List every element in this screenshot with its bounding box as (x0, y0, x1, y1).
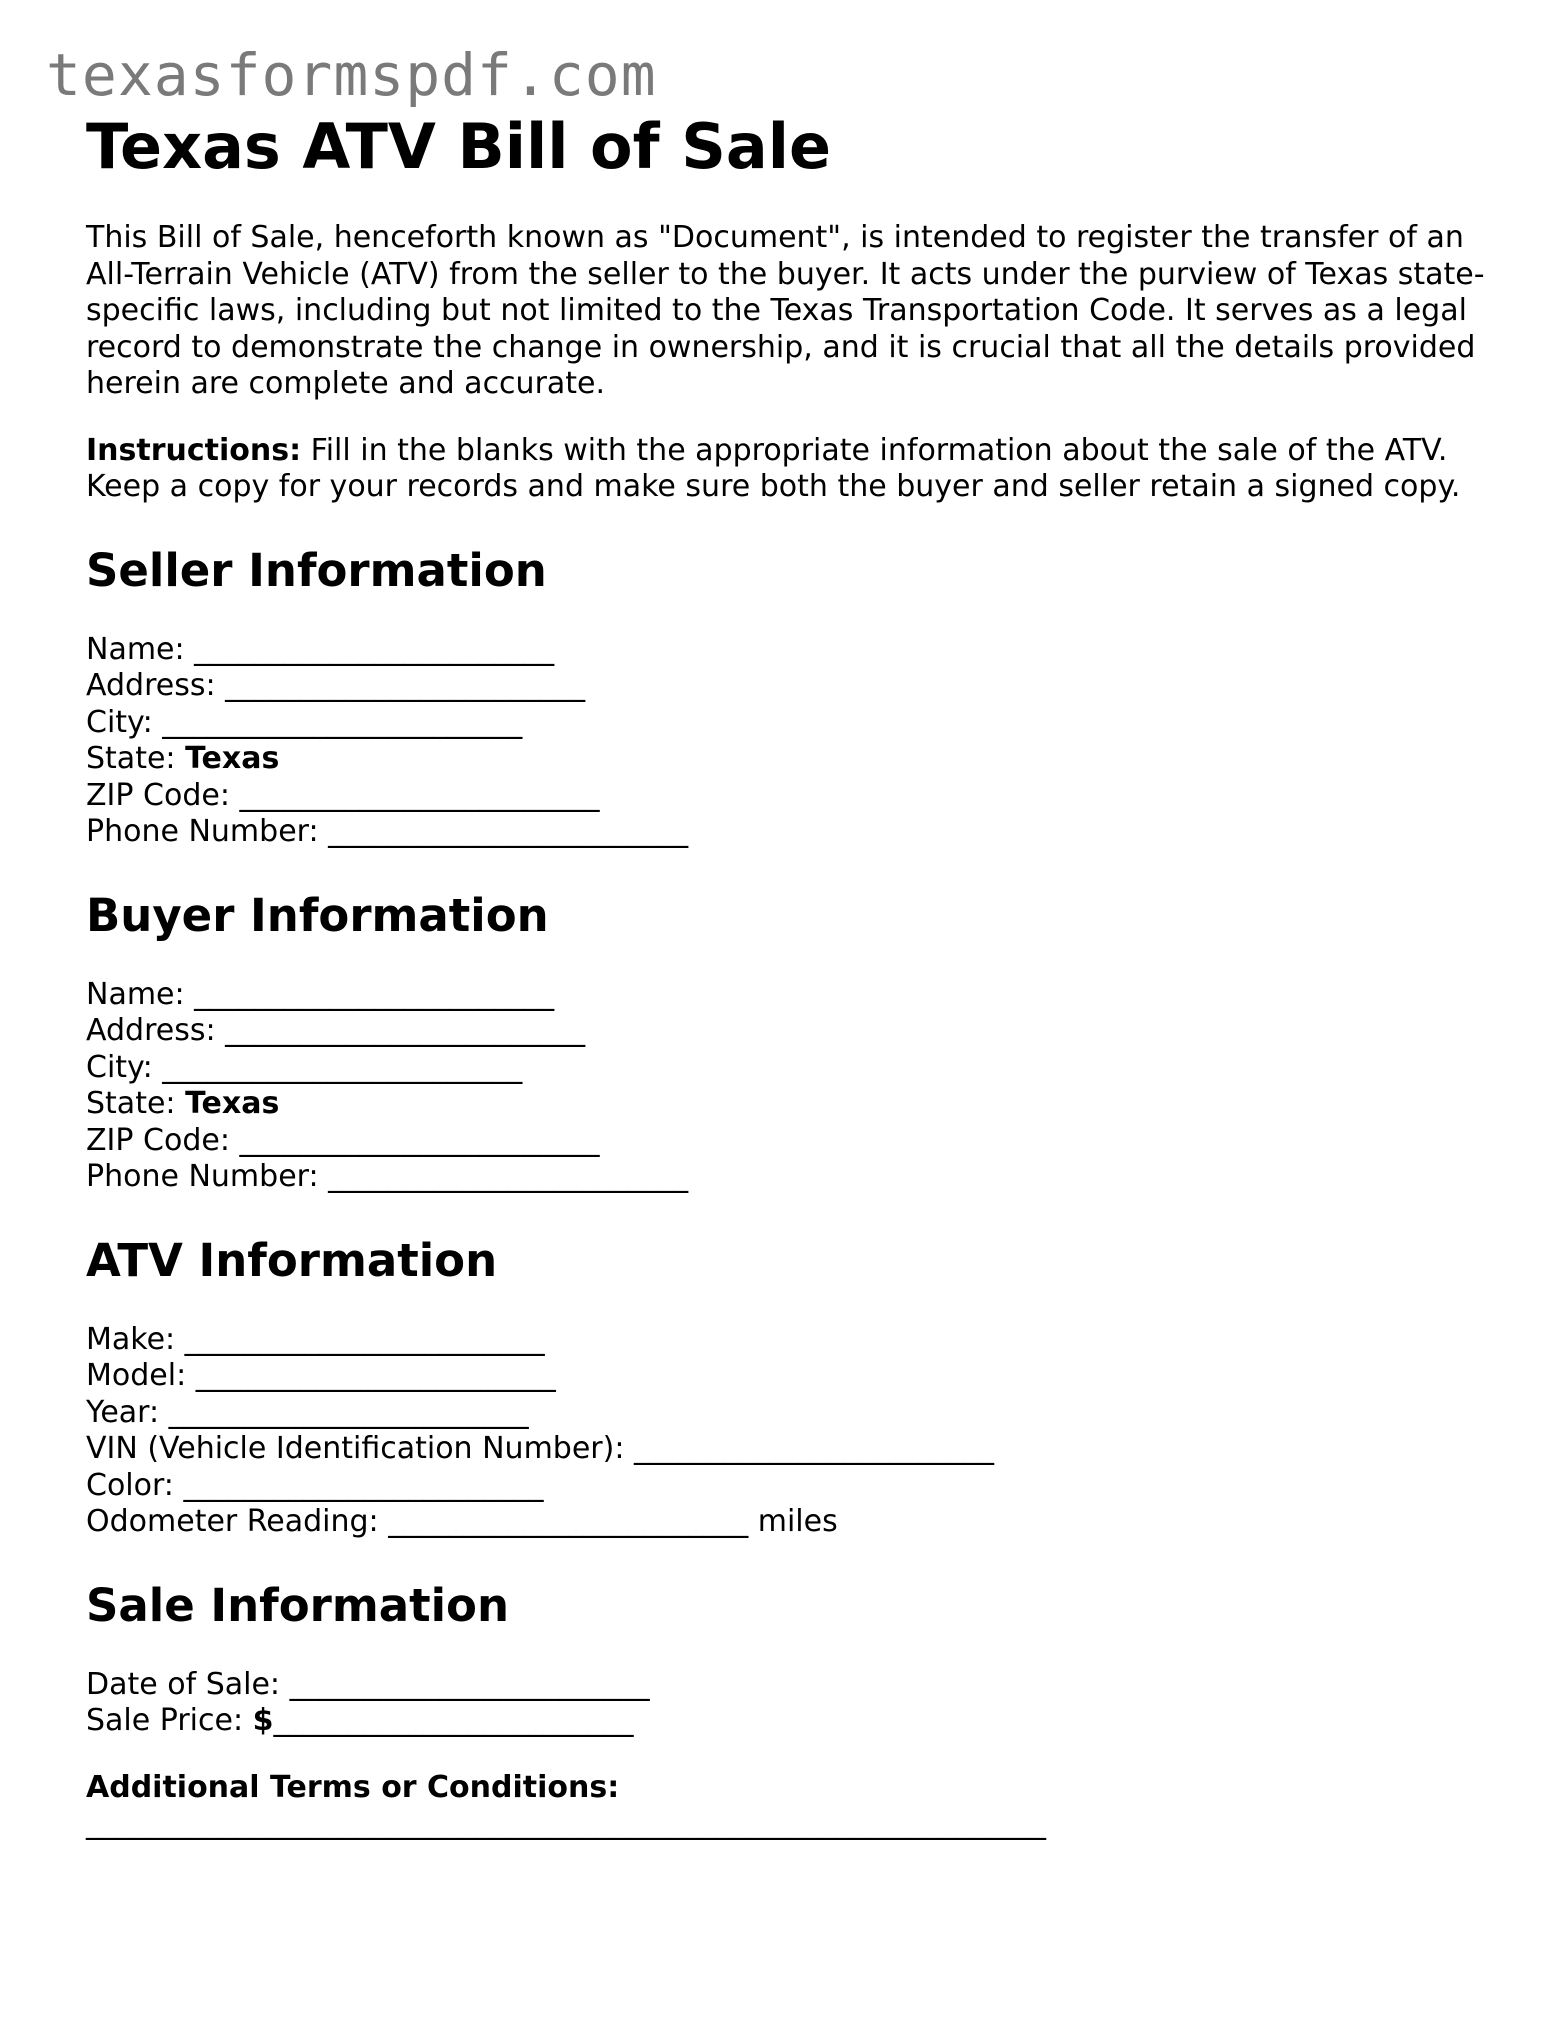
atv-color-label: Color: (86, 1467, 184, 1503)
instructions-paragraph (86, 433, 1486, 506)
seller-address-blank[interactable]: ________________________ (225, 668, 586, 704)
watermark: texasformspdf.com (46, 41, 657, 109)
buyer-zip-blank[interactable]: ________________________ (239, 1122, 600, 1158)
sale-heading: Sale Information (86, 1578, 509, 1632)
buyer-state-label: State: (86, 1086, 186, 1122)
buyer-state-field (86, 1086, 1486, 1123)
atv-odometer-unit: miles (748, 1504, 838, 1540)
atv-year-label: Year: (86, 1394, 169, 1430)
seller-address-label: Address: (86, 668, 226, 704)
atv-color-field[interactable] (86, 1468, 1486, 1505)
atv-odometer-label: Odometer Reading: (86, 1504, 389, 1540)
page-title: Texas ATV Bill of Sale (86, 110, 831, 183)
buyer-section (86, 889, 1486, 1196)
seller-state-label: State: (86, 741, 186, 777)
seller-phone-blank[interactable]: ________________________ (328, 814, 689, 850)
seller-city-blank[interactable]: ________________________ (162, 704, 523, 740)
seller-heading: Seller Information (86, 543, 547, 597)
sale-price-field[interactable] (86, 1703, 1486, 1740)
sale-price-blank[interactable]: ________________________ (273, 1703, 634, 1739)
atv-make-label: Make: (86, 1321, 185, 1357)
buyer-zip-label: ZIP Code: (86, 1122, 240, 1158)
seller-zip-field[interactable] (86, 778, 1486, 815)
atv-color-blank[interactable]: ________________________ (183, 1467, 544, 1503)
atv-make-blank[interactable]: ________________________ (184, 1321, 545, 1357)
buyer-name-blank[interactable]: ________________________ (194, 976, 555, 1012)
atv-odometer-field[interactable] (86, 1504, 1486, 1541)
seller-section (86, 544, 1486, 851)
buyer-phone-blank[interactable]: ________________________ (328, 1159, 689, 1195)
atv-vin-field[interactable] (86, 1431, 1486, 1468)
buyer-city-field[interactable] (86, 1050, 1486, 1087)
buyer-city-label: City: (86, 1049, 163, 1085)
buyer-heading: Buyer Information (86, 888, 549, 942)
seller-phone-label: Phone Number: (86, 814, 329, 850)
atv-vin-label: VIN (Vehicle Identification Number): (86, 1431, 634, 1467)
seller-name-label: Name: (86, 631, 195, 667)
sale-date-field[interactable] (86, 1667, 1486, 1704)
seller-zip-blank[interactable]: ________________________ (239, 777, 600, 813)
seller-state-value: Texas (185, 741, 280, 777)
buyer-address-label: Address: (86, 1013, 226, 1049)
buyer-name-label: Name: (86, 976, 195, 1012)
instructions-text: Fill in the blanks with the appropriate information about the sale of the ATV. Keep a copy for your records and make sure both the buyer and seller retain a signed copy. (86, 432, 1461, 505)
buyer-address-field[interactable] (86, 1013, 1486, 1050)
sale-price-label: Sale Price: (86, 1703, 253, 1739)
atv-model-blank[interactable]: ________________________ (195, 1358, 556, 1394)
seller-name-blank[interactable]: ________________________ (194, 631, 555, 667)
atv-make-field[interactable] (86, 1322, 1486, 1359)
seller-phone-field[interactable] (86, 814, 1486, 851)
atv-model-label: Model: (86, 1358, 196, 1394)
sale-date-label: Date of Sale: (86, 1666, 290, 1702)
instructions-label: Instructions: (86, 432, 302, 468)
buyer-zip-field[interactable] (86, 1123, 1486, 1160)
document-page (86, 110, 1486, 1843)
atv-section (86, 1234, 1486, 1541)
atv-model-field[interactable] (86, 1358, 1486, 1395)
seller-city-field[interactable] (86, 705, 1486, 742)
sale-date-blank[interactable]: ________________________ (289, 1666, 650, 1702)
buyer-phone-field[interactable] (86, 1159, 1486, 1196)
buyer-state-value: Texas (185, 1086, 280, 1122)
dollar-sign: $ (252, 1703, 274, 1739)
seller-zip-label: ZIP Code: (86, 777, 240, 813)
additional-terms-label: Additional Terms or Conditions: (86, 1769, 620, 1805)
additional-terms-blank[interactable]: ________________________________________________________________ (86, 1806, 1046, 1842)
atv-heading: ATV Information (86, 1233, 498, 1287)
seller-state-field (86, 741, 1486, 778)
atv-year-blank[interactable]: ________________________ (168, 1394, 529, 1430)
atv-year-field[interactable] (86, 1395, 1486, 1432)
buyer-address-blank[interactable]: ________________________ (225, 1013, 586, 1049)
intro-paragraph: This Bill of Sale, henceforth known as "Document", is intended to register the transfer of an All-Terrain Vehicle (ATV) from the seller to the buyer. It acts under the purview of Texas state-specific laws, including but not limited to the Texas Transportation Code. It serves as a legal record to demonstrate the change in ownership, and it is crucial that all the details provided herein are complete and accurate. (86, 220, 1485, 402)
seller-city-label: City: (86, 704, 163, 740)
atv-vin-blank[interactable]: ________________________ (633, 1431, 994, 1467)
buyer-name-field[interactable] (86, 977, 1486, 1014)
seller-name-field[interactable] (86, 632, 1486, 669)
buyer-city-blank[interactable]: ________________________ (162, 1049, 523, 1085)
seller-address-field[interactable] (86, 668, 1486, 705)
sale-section (86, 1579, 1486, 1843)
buyer-phone-label: Phone Number: (86, 1159, 329, 1195)
atv-odometer-blank[interactable]: ________________________ (388, 1504, 749, 1540)
